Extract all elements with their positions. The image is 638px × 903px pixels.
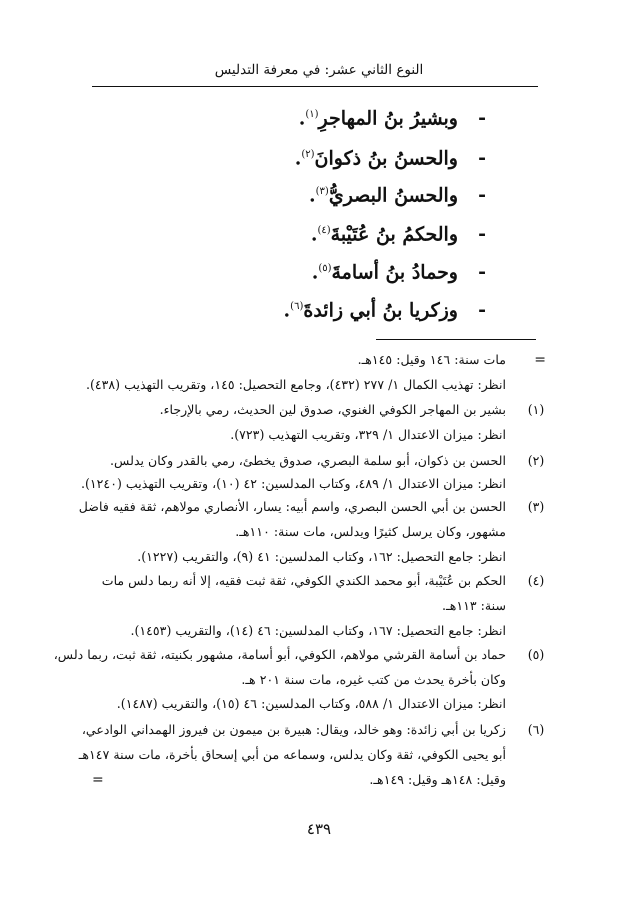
footnote-line: انظر: ميزان الاعتدال ١/ ٤٨٩، وكتاب المدلسين: ٤٢ (١٠)، وتقريب التهذيب (١٢٤٠). (80, 476, 506, 491)
running-header: النوع الثاني عشر: في معرفة التدليس (214, 62, 424, 78)
footnote-line: انظر: ميزان الاعتدال ١/ ٣٢٩، وتقريب التهذيب (٧٢٣). (230, 427, 506, 442)
footnote-line: الحسن بن أبي الحسن البصري، واسم أبيه: يسار، الأنصاري مولاهم، ثقة فقيه فاضل (78, 499, 506, 514)
main-entry (126, 178, 486, 209)
footnote-line: انظر: ميزان الاعتدال ١/ ٥٨٨، وكتاب المدلسين: ٤٦ (١٥)، والتقريب (١٤٨٧). (116, 696, 506, 711)
footnote-line: وكان بأخرة يحدث من كتب غيره، مات سنة ٢٠١ هـ. (241, 672, 506, 687)
footnote-ref: (٤) (317, 225, 331, 236)
footnote-line: مات سنة: ١٤٦ وقيل: ١٤٥هـ. (357, 352, 506, 367)
footnote-line: انظر: تهذيب الكمال ١/ ٢٧٧ (٤٣٢)، وجامع التحصيل: ١٤٥، وتقريب التهذيب (٤٣٨). (85, 377, 506, 392)
footnote-number: (٥) (527, 647, 545, 662)
entry-text: والحسنُ البصريُّ (328, 184, 458, 207)
footnote-number: (٤) (527, 573, 545, 588)
footnote-line: سنة: ١١٣هـ. (442, 598, 506, 613)
main-entry (126, 101, 486, 132)
continuation-mark: = (534, 352, 546, 368)
entry-dash: - (478, 223, 486, 246)
header-divider (92, 86, 538, 87)
footnote-number: (١) (527, 402, 545, 417)
entry-end: . (283, 299, 291, 322)
entry-dash: - (478, 147, 486, 170)
footnote-line: وقيل: ١٤٨هـ وقيل: ١٤٩هـ. (369, 772, 506, 787)
main-entry (126, 255, 486, 286)
footnote-number: (٣) (527, 499, 545, 514)
entry-end: . (310, 223, 318, 246)
page-number: ٤٣٩ (306, 820, 332, 838)
entry-end: . (298, 107, 306, 130)
footnote-line: حماد بن أسامة القرشي مولاهم، الكوفي، أبو أسامة، مشهور بكنيته، ثقة ثبت، ربما دلس، (53, 647, 506, 662)
footnote-line: زكريا بن أبي زائدة: وهو خالد، ويقال: هبيرة بن ميمون بن فيروز الهمداني الوادعي، (81, 722, 506, 737)
continuation-mark: = (92, 772, 104, 788)
footnote-line: انظر: جامع التحصيل: ١٦٧، وكتاب المدلسين: ٤٦ (١٤)، والتقريب (١٤٥٣). (130, 623, 506, 638)
entry-dash: - (478, 299, 486, 322)
footnote-line: أبو يحيى الكوفي، ثقة وكان يدلس، وسماعه من أبي إسحاق بأخرة، مات سنة ١٤٧هـ (78, 747, 506, 762)
footnote-ref: (٣) (315, 186, 329, 197)
footnote-ref: (٢) (301, 149, 315, 160)
footnote-ref: (٥) (318, 263, 332, 274)
entry-dash: - (478, 107, 486, 130)
entry-text: وحمادُ بنُ أسامةَ (331, 261, 458, 284)
entry-end: . (309, 184, 316, 207)
main-entry (126, 217, 486, 248)
footnote-ref: (٦) (290, 301, 304, 312)
entry-end: . (294, 147, 302, 170)
footnote-line: بشير بن المهاجر الكوفي الغنوي، صدوق لين الحديث، رمي بالإرجاء. (159, 402, 506, 417)
main-entry (126, 141, 486, 172)
entry-text: والحكمُ بنُ عُتَيْبةَ (330, 223, 458, 246)
footnote-line: الحسن بن ذكوان، أبو سلمة البصري، صدوق يخطئ، رمي بالقدر وكان يدلس. (110, 453, 506, 468)
footnote-line: الحكم بن عُتَيْبة، أبو محمد الكندي الكوفي، ثقة ثبت فقيه، إلا أنه ربما دلس مات (101, 573, 506, 588)
entry-text: والحسنُ بنُ ذكوانَ (314, 147, 458, 170)
entry-text: وزكريا بنُ أبي زائدةَ (303, 299, 458, 322)
entry-text: وبشيرُ بنُ المهاجرِ (318, 107, 458, 130)
footnote-divider (376, 339, 536, 340)
footnote-line: مشهور، وكان يرسل كثيرًا ويدلس، مات سنة: ١١٠هـ. (235, 524, 506, 539)
footnote-line: انظر: جامع التحصيل: ١٦٢، وكتاب المدلسين: ٤١ (٩)، والتقريب (١٢٢٧). (137, 549, 506, 564)
main-entry (126, 293, 486, 324)
entry-dash: - (478, 184, 486, 207)
footnote-number: (٢) (527, 453, 545, 468)
footnote-ref: (١) (305, 109, 319, 120)
footnote-number: (٦) (527, 722, 545, 737)
entry-end: . (311, 261, 319, 284)
entry-dash: - (478, 261, 486, 284)
